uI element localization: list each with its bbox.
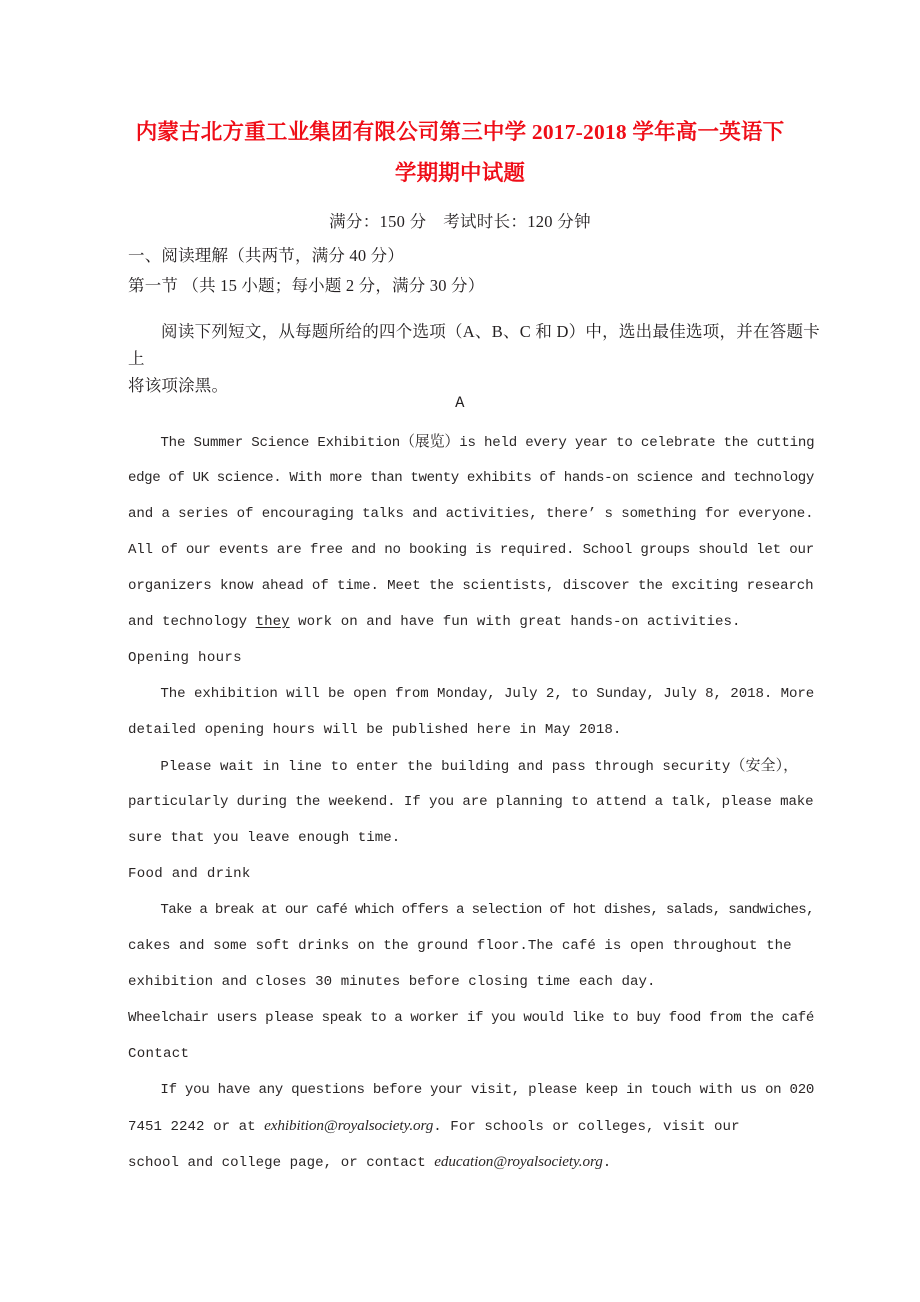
passage-line <box>128 460 820 496</box>
passage-line <box>128 892 820 928</box>
passage-text: If you have any questions before your visit, please keep in touch with us on 020 <box>160 1082 815 1098</box>
passage-line <box>128 532 820 568</box>
passage-line <box>128 928 820 964</box>
passage-text: The exhibition will be open from Monday, July 2, to Sunday, July 8, 2018. More <box>160 686 815 702</box>
passage-letter: A <box>455 394 465 412</box>
passage-text: detailed opening hours will be published here in May 2018. <box>128 722 622 738</box>
section-one-heading: 一、阅读理解（共两节，满分 40 分） <box>128 246 405 265</box>
passage-text: Opening hours <box>128 650 242 666</box>
passage-subheading <box>128 856 820 892</box>
passage-text: work on and have fun with great hands-on activities. <box>289 614 741 630</box>
passage-text: is held every year to celebrate the cutting <box>459 435 815 451</box>
passage-line <box>128 820 820 856</box>
passage-text: . For schools or colleges, visit our <box>433 1119 740 1135</box>
passage-text: particularly during the weekend. If you are planning to attend a talk, please make <box>128 794 814 810</box>
passage-text: and technology <box>128 614 256 630</box>
passage-text: . <box>602 1155 612 1171</box>
passage-text: Contact <box>128 1046 190 1062</box>
page-title <box>112 112 808 194</box>
passage-line <box>128 1072 820 1108</box>
passage-line <box>128 1000 820 1036</box>
passage-text: edge of UK science. With more than twenty exhibits of hands-on science and technology <box>128 470 814 486</box>
underlined-keyword: they <box>255 614 290 630</box>
passage-text: cakes and some soft drinks on the ground floor.The café is open throughout the <box>128 938 792 954</box>
reading-directions-line-1: 阅读下列短文，从每题所给的四个选项（A、B、C 和 D）中，选出最佳选项，并在答题卡上 <box>128 322 820 368</box>
passage-line <box>128 568 820 604</box>
passage-text: The Summer Science Exhibition <box>160 435 400 451</box>
part-one-heading: 第一节 （共 15 小题；每小题 2 分，满分 30 分） <box>128 276 485 295</box>
email-address: education@royalsociety.org <box>434 1153 603 1170</box>
passage-text: All of our events are free and no booking is required. School groups should let our <box>128 542 814 558</box>
passage-line <box>128 1108 820 1144</box>
page-title-line-2: 学期期中试题 <box>394 161 526 185</box>
passage-line <box>128 712 820 748</box>
passage-text: exhibition and closes 30 minutes before closing time each day. <box>128 974 656 990</box>
passage-subheading <box>128 640 820 676</box>
passage-body <box>128 424 820 1180</box>
passage-text: organizers know ahead of time. Meet the scientists, discover the exciting research <box>128 578 814 594</box>
passage-text: Wheelchair users please speak to a worker if you would like to buy food from the café <box>128 1010 814 1026</box>
chinese-gloss: （安全）， <box>730 758 799 774</box>
passage-line <box>128 604 820 640</box>
passage-text: sure that you leave enough time. <box>128 830 401 846</box>
exam-subtitle: 满分：150 分 考试时长：120 分钟 <box>329 212 591 231</box>
passage-line <box>128 784 820 820</box>
passage-line <box>128 676 820 712</box>
reading-directions-line-2: 将该项涂黑。 <box>128 376 229 395</box>
passage-text: Take a break at our café which offers a selection of hot dishes, salads, sandwiches, <box>160 902 814 918</box>
passage-line <box>128 424 820 460</box>
passage-line <box>128 964 820 1000</box>
passage-text: and a series of encouraging talks and activities, there’ s something for everyone. <box>128 506 814 522</box>
passage-text: Food and drink <box>128 866 251 882</box>
chinese-gloss: （展览） <box>399 434 460 450</box>
passage-line <box>128 1144 820 1180</box>
page-title-line-1: 内蒙古北方重工业集团有限公司第三中学 2017-2018 学年高一英语下 <box>135 120 785 144</box>
passage-text: school and college page, or contact <box>128 1155 435 1171</box>
email-address: exhibition@royalsociety.org <box>264 1117 434 1134</box>
passage-text: 7451 2242 or at <box>128 1119 265 1135</box>
passage-subheading <box>128 1036 820 1072</box>
passage-line <box>128 748 820 784</box>
passage-line <box>128 496 820 532</box>
reading-directions <box>128 318 820 399</box>
passage-text: Please wait in line to enter the building and pass through security <box>160 759 731 775</box>
